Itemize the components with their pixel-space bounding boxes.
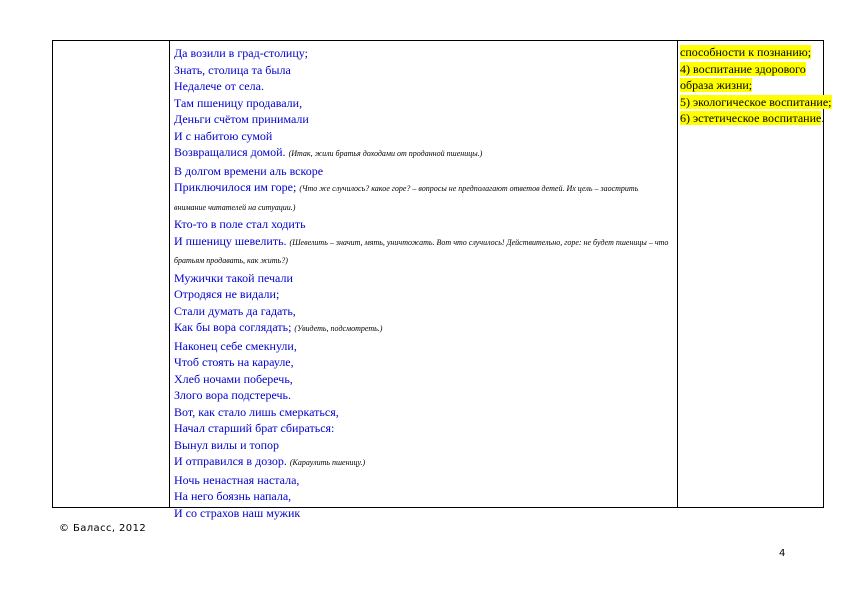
poem-line [174,505,672,522]
poem-line [174,387,672,404]
poem-line [174,111,672,128]
poem-line-text: Ночь ненастная настала, [174,472,300,487]
goal-item-text: образа жизни; [680,78,753,92]
goals-list [680,44,832,127]
poem-line-text: Да возили в град-столицу; [174,46,308,60]
goal-item [680,110,825,127]
poem-line-text: Как бы вора соглядать; [174,320,292,334]
poem-line-text: Стали думать да гадать, [174,303,296,318]
teacher-note: (Итак, жили братья доходами от проданной пшеницы.) [288,149,483,158]
goal-item [680,94,832,111]
goal-item-suffix: . [821,111,825,125]
poem-line [174,62,672,79]
poem-line [174,45,672,62]
poem-line [174,404,672,421]
poem-line [174,95,672,112]
poem-line-text: Наконец себе смекнули, [174,338,297,353]
poem-line [174,303,672,320]
poem-line-text: В долгом времени аль вскоре [174,163,324,178]
poem-line-text: Возвращалися домой. [174,145,286,159]
poem-line-text: Чтоб стоять на карауле, [174,355,294,369]
poem-line-text: Отродяся не видали; [174,287,280,301]
poem-line-text: Недалече от села. [174,79,264,93]
poem-line [174,233,672,270]
poem-line-text: Там пшеницу продавали, [174,95,303,110]
table-column-goals [678,41,832,507]
goal-item-text: способности к познанию; [680,45,812,59]
poem-line-text: Хлеб ночами поберечь, [174,371,293,386]
poem-line-text: Знать, столица та была [174,62,291,77]
goal-item [680,77,822,94]
poem-line-text: Вот, как стало лишь смеркаться, [174,404,339,419]
table-column-poem [170,41,678,520]
poem-line [174,270,672,287]
poem-line-text: Кто-то в поле стал ходить [174,217,306,231]
table-column-empty [53,41,170,507]
teacher-note: (Шевелить – значит, мять, уничтожать. Вот что случилось! Действительно, горе: не будет пшеницы – что братьям продавать, как жить?) [174,237,669,265]
poem-line [174,319,672,338]
poem-line [174,354,672,371]
poem-line [174,472,672,489]
poem-line-text: Вынул вилы и топор [174,437,280,452]
goal-item [680,61,822,78]
teacher-note: (Увидеть, подсмотреть.) [294,324,383,333]
goal-item [680,44,822,61]
poem-line-text: Злого вора подстеречь. [174,388,291,402]
poem-line [174,163,672,180]
poem-line [174,437,672,454]
poem-line-text: И с набитою сумой [174,128,273,143]
poem-line-text: На него боязнь напала, [174,489,292,503]
poem-line [174,144,672,163]
poem-line [174,128,672,145]
poem-line-text: Приключилося им горе; [174,180,297,194]
poem-line-text: И со страхов наш мужик [174,505,301,520]
poem-line-text: Мужички такой печали [174,270,293,285]
poem-line [174,420,672,437]
goal-item-text: 5) экологическое воспитание; [680,94,832,109]
poem-line [174,488,672,505]
poem-line [174,286,672,303]
poem-line-text: Начал старший брат сбираться: [174,421,335,435]
poem-text [174,45,672,521]
poem-line [174,453,672,472]
goal-item-text: 6) эстетическое воспитание [680,111,822,125]
teacher-note: (Караулить пшеницу.) [289,458,366,467]
poem-line-text: Деньги счётом принимали [174,112,309,126]
goal-item-text: 4) воспитание здорового [680,61,806,76]
page-number: 4 [779,548,786,559]
copyright-footer: © Баласс, 2012 [59,523,147,534]
poem-line [174,371,672,388]
poem-line [174,216,672,233]
poem-line-text: И пшеницу шевелить. [174,233,287,248]
poem-line [174,338,672,355]
poem-line [174,78,672,95]
poem-line-text: И отправился в дозор. [174,454,287,468]
lesson-table [52,40,832,520]
poem-line [174,179,672,216]
teacher-note: (Что же случилось? какое горе? – вопросы не предполагают ответов детей. Их цель – заострить внимание читателей на ситуации.) [174,184,639,212]
